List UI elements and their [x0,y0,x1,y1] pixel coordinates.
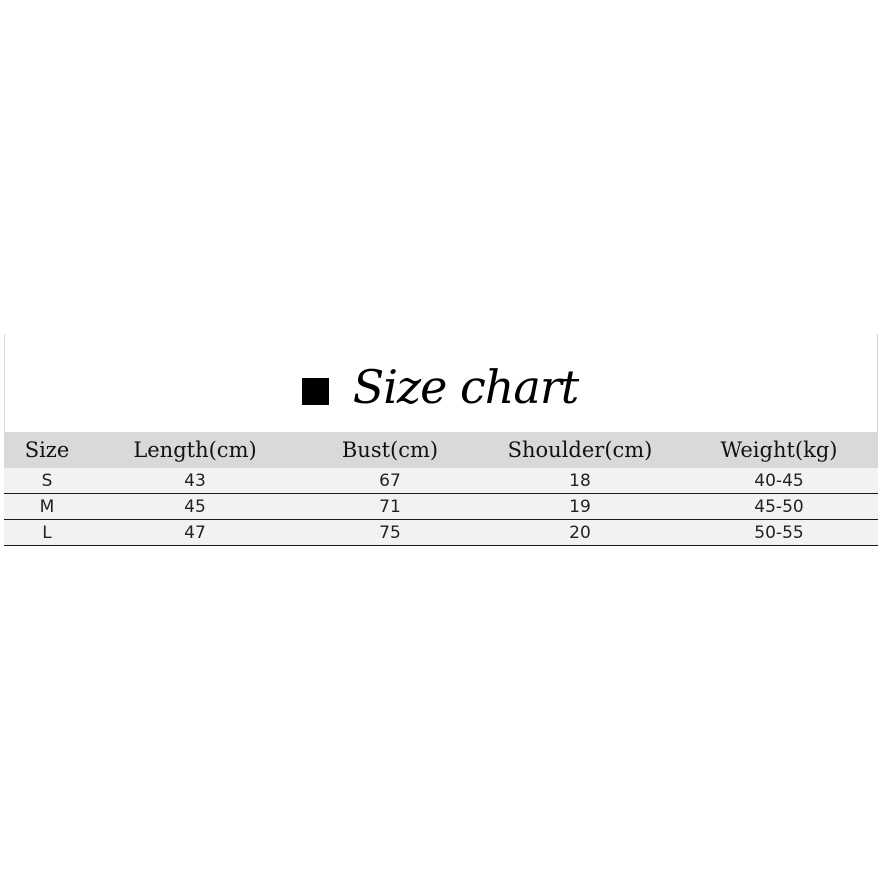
black-square-icon [302,378,329,405]
table-row [4,520,878,546]
cell-size: S [4,468,90,494]
table-row [4,494,878,520]
table-row [4,468,878,494]
header-shoulder: Shoulder(cm) [480,432,680,468]
cell-shoulder: 19 [480,494,680,520]
cell-size: M [4,494,90,520]
cell-bust: 67 [300,468,480,494]
cell-bust: 75 [300,520,480,546]
cell-weight: 45-50 [680,494,878,520]
cell-shoulder: 18 [480,468,680,494]
size-table [4,432,878,546]
cell-weight: 40-45 [680,468,878,494]
size-chart-title-text: Size chart [352,360,579,414]
size-chart-title [0,352,880,422]
cell-bust: 71 [300,494,480,520]
cell-length: 47 [90,520,300,546]
cell-length: 45 [90,494,300,520]
table-header-row [4,432,878,468]
cell-shoulder: 20 [480,520,680,546]
cell-length: 43 [90,468,300,494]
cell-weight: 50-55 [680,520,878,546]
header-length: Length(cm) [90,432,300,468]
cell-size: L [4,520,90,546]
header-size: Size [4,432,90,468]
header-bust: Bust(cm) [300,432,480,468]
header-weight: Weight(kg) [680,432,878,468]
